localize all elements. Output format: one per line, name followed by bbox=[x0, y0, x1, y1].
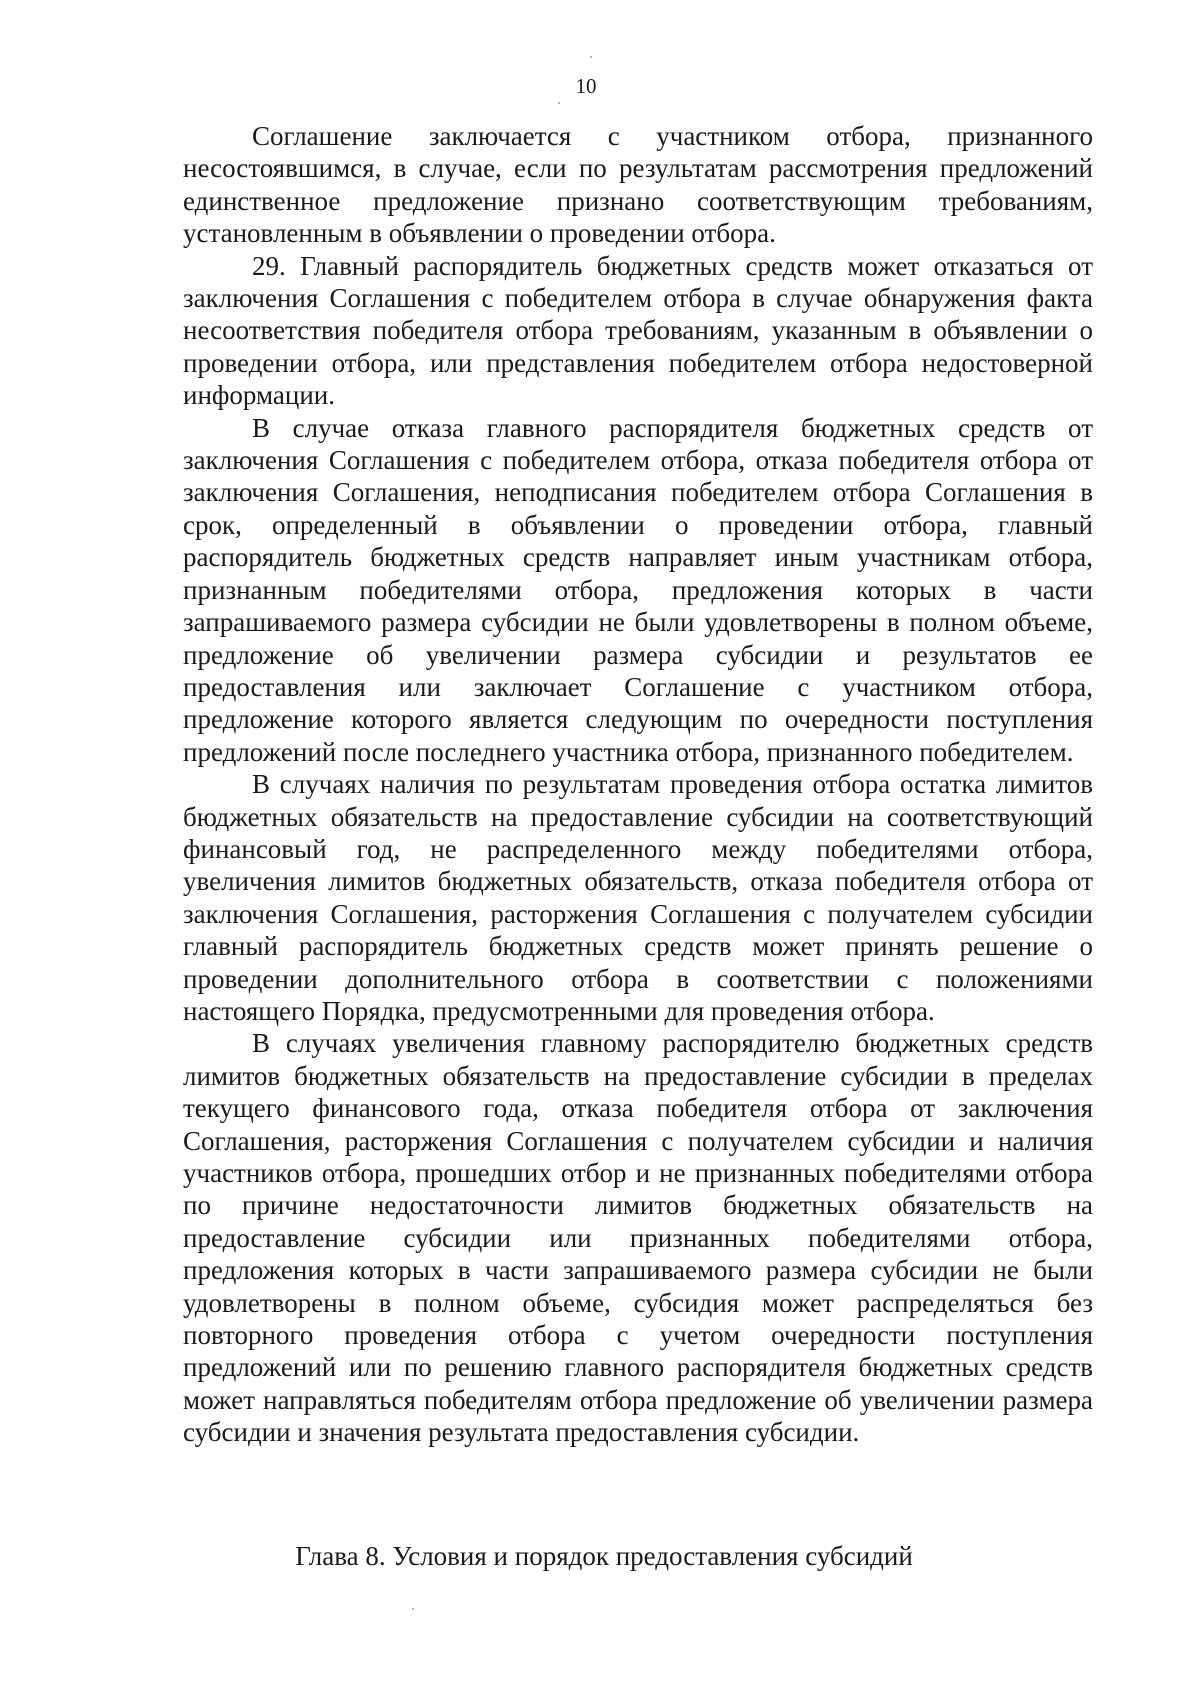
paragraph-limit-increase: В случаях увеличения главному распорядителю бюджетных средств лимитов бюджетных обязательств на предоставление субсидии в пределах текущего финансового года, отказа победителя отбора от заключения Соглашения, расторжения Соглашения с получателем субсидии и наличия участников отбора, прошедших отбор и не признанных победителями отбора по причине недостаточности лимитов бюджетных обязательств на предоставление субсидии или признанных победителями отбора, предложения которых в части запрашиваемого размера субсидии не были удовлетворены в полном объеме, субсидия может распределяться без повторного проведения отбора с учетом очередности поступления предложений или по решению главного распорядителя бюджетных средств может направляться победителям отбора предложение об увеличении размера субсидии и значения результата предоставления субсидии. bbox=[183, 1028, 1093, 1448]
page-number: 10 bbox=[575, 74, 597, 98]
document-body bbox=[183, 120, 1093, 1449]
paragraph-item-29: 29. Главный распорядитель бюджетных средств может отказаться от заключения Соглашения с победителем отбора в случае обнаружения факта несоответствия победителя отбора требованиям, указанным в объявлении о проведении отбора, или представления победителем отбора недостоверной информации. bbox=[183, 250, 1093, 411]
paragraph-refusal-case: В случае отказа главного распорядителя бюджетных средств от заключения Соглашения с победителем отбора, отказа победителя отбора от заключения Соглашения, неподписания победителем отбора Соглашения в срок, определенный в объявлении о проведении отбора, главный распорядитель бюджетных средств направляет иным участникам отбора, признанным победителями отбора, предложения которых в части запрашиваемого размера субсидии не были удовлетворены в полном объеме, предложение об увеличении размера субсидии и результатов ее предоставления или заключает Соглашение с участником отбора, предложение которого является следующим по очередности поступления предложений после последнего участника отбора, признанного победителем. bbox=[183, 412, 1093, 767]
scan-speck bbox=[558, 102, 560, 104]
paragraph-agreement-single-participant: Соглашение заключается с участником отбора, признанного несостоявшимся, в случае, если по результатам рассмотрения предложений единственное предложение признано соответствующим требованиям, установленным в объявлении о проведении отбора. bbox=[183, 121, 1093, 249]
scan-speck bbox=[590, 56, 592, 58]
scan-speck bbox=[412, 1608, 414, 1610]
paragraph-additional-selection: В случаях наличия по результатам проведения отбора остатка лимитов бюджетных обязательств на предоставление субсидии на соответствующий финансовый год, не распределенного между победителями отбора, увеличения лимитов бюджетных обязательств, отказа победителя отбора от заключения Соглашения, расторжения Соглашения с получателем субсидии главный распорядитель бюджетных средств может принять решение о проведении дополнительного отбора в соответствии с положениями настоящего Порядка, предусмотренными для проведения отбора. bbox=[183, 769, 1093, 1026]
chapter-heading: Глава 8. Условия и порядок предоставления субсидий bbox=[295, 1541, 913, 1571]
